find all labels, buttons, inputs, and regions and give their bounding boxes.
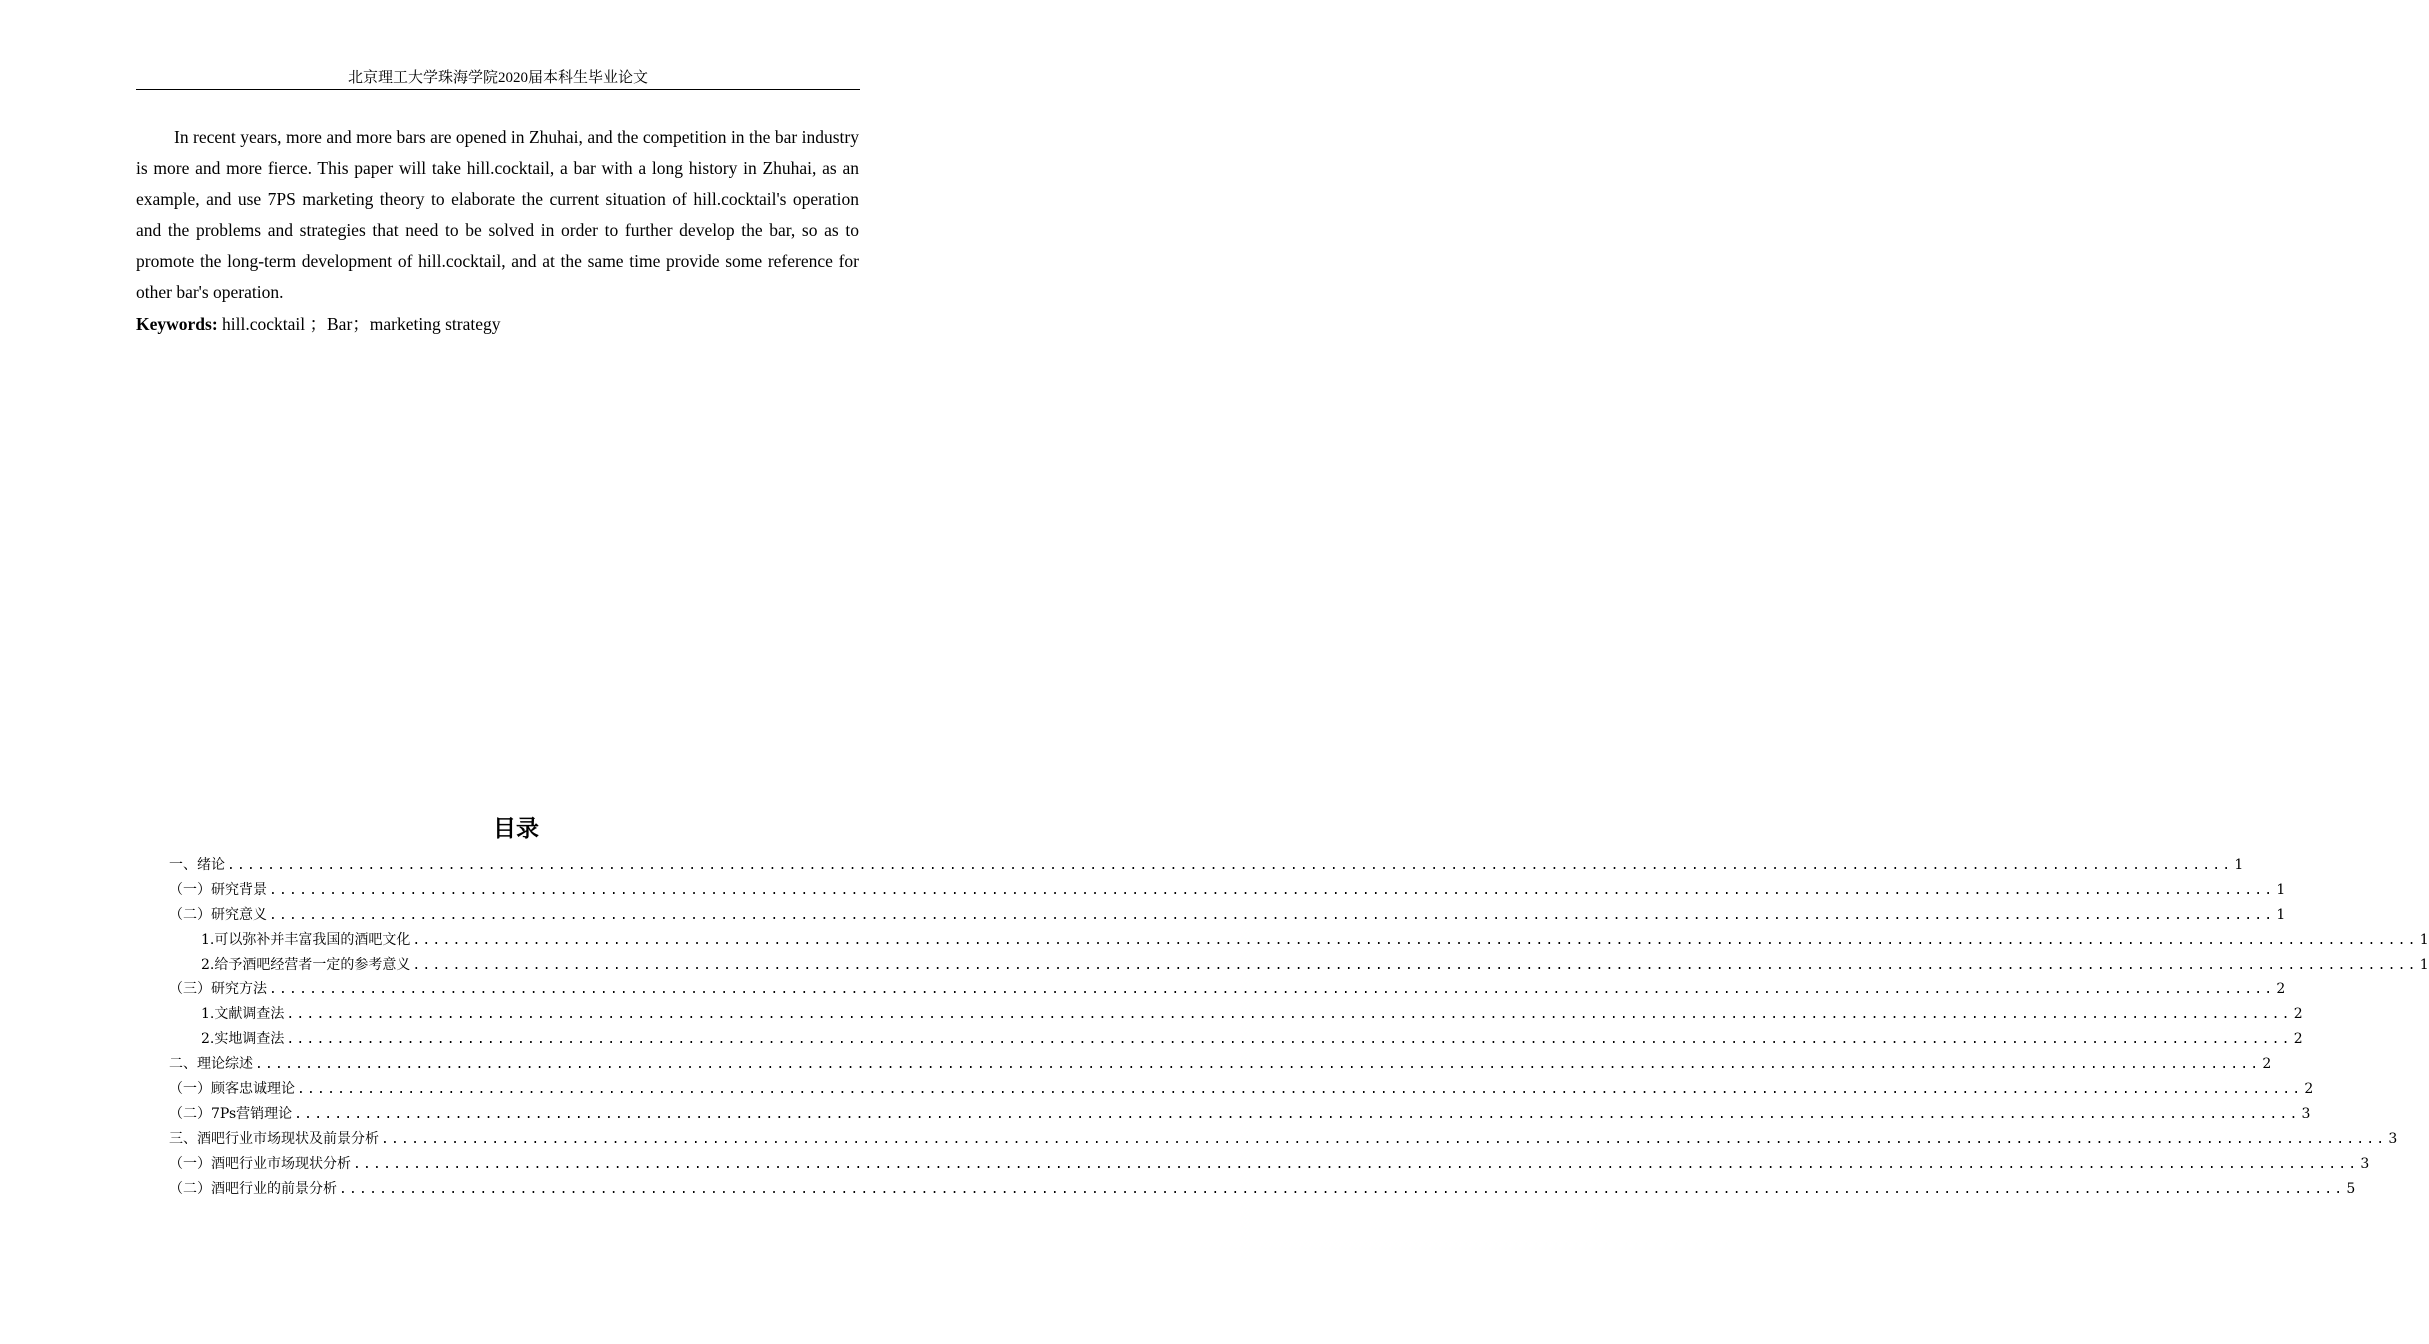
toc-entry[interactable]	[169, 1153, 2370, 1178]
page-header: 北京理工大学珠海学院2020届本科生毕业论文	[347, 70, 648, 86]
toc-entry-page: 1	[2234, 857, 2244, 873]
toc-entry-page: 3	[2301, 1105, 2311, 1122]
toc-entry-page: 5	[2346, 1180, 2356, 1197]
toc-entry-label: 二、理论综述	[169, 1056, 253, 1073]
toc-entry-page: 2	[2304, 1081, 2314, 1098]
keywords-value: hill.cocktail ；Bar；marketing strategy	[217, 314, 501, 334]
toc-entry-label: （三）研究方法	[169, 981, 267, 998]
toc-entry-label: （一）研究背景	[169, 881, 267, 898]
toc-entry[interactable]	[169, 1053, 2272, 1078]
header-divider	[136, 89, 860, 90]
toc-entry-page: 3	[2360, 1155, 2370, 1172]
toc-leader: ........................................................................................................................................................................................................	[269, 982, 2275, 998]
toc-leader: ........................................................................................................................................................................................................	[227, 858, 2233, 873]
toc-entry-label: 一、绪论	[169, 857, 225, 873]
toc-entry-page: 2	[2276, 981, 2286, 998]
toc-entry-label: 1.文献调查法	[201, 1006, 285, 1023]
toc-entry-page: 1	[2276, 906, 2286, 923]
toc-entry[interactable]	[169, 904, 2286, 929]
toc-entry-page: 3	[2388, 1130, 2398, 1147]
toc-entry-label: 2.实地调查法	[201, 1031, 285, 1048]
toc-entry-label: （二）研究意义	[169, 906, 267, 923]
toc-entry-page: 2	[2293, 1006, 2303, 1023]
toc-leader: ........................................................................................................................................................................................................	[286, 1007, 2292, 1023]
toc-entry[interactable]	[169, 854, 2244, 879]
toc-leader: ........................................................................................................................................................................................................	[297, 1082, 2303, 1098]
toc-leader: ........................................................................................................................................................................................................	[339, 1181, 2345, 1197]
keywords-label: Keywords:	[136, 314, 218, 334]
toc-entry[interactable]	[169, 1003, 2303, 1028]
toc-entry-page: 1	[2276, 881, 2286, 898]
toc-title: 目录	[493, 816, 539, 842]
toc-entry[interactable]	[169, 1128, 2398, 1153]
toc-entry-label: （二）7Ps营销理论	[169, 1105, 293, 1122]
toc-leader: ........................................................................................................................................................................................................	[294, 1106, 2300, 1122]
toc-entry[interactable]	[169, 1028, 2303, 1053]
toc-leader: ........................................................................................................................................................................................................	[255, 1057, 2261, 1073]
toc-entry[interactable]	[169, 1078, 2314, 1103]
toc-entry-label: （一）顾客忠诚理论	[169, 1081, 295, 1098]
toc-entry-page: 1	[2419, 931, 2429, 948]
toc-leader: ........................................................................................................................................................................................................	[381, 1131, 2387, 1147]
keywords-line	[136, 309, 859, 340]
abstract-paragraph: In recent years, more and more bars are opened in Zhuhai, and the competition in the bar industry is more and more fierce. This paper will take hill.cocktail, a bar with a long history in Zhuhai, as an example, and use 7PS marketing theory to elaborate the current situation of hill.cocktail's operation and the problems and strategies that need to be solved in order to further develop the bar, so as to promote the long-term development of hill.cocktail, and at the same time provide some reference for other bar's operation.	[136, 127, 859, 302]
toc-entry-label: 三、酒吧行业市场现状及前景分析	[169, 1130, 379, 1147]
toc-leader: ........................................................................................................................................................................................................	[269, 907, 2275, 923]
toc-leader: ........................................................................................................................................................................................................	[412, 932, 2418, 948]
toc-leader: ........................................................................................................................................................................................................	[286, 1032, 2292, 1048]
toc-entry-page: 1	[2419, 956, 2429, 973]
toc-entry[interactable]	[169, 978, 2286, 1003]
toc-entry[interactable]	[169, 1178, 2356, 1203]
toc-leader: ........................................................................................................................................................................................................	[269, 882, 2275, 898]
toc-entry-label: 1.可以弥补并丰富我国的酒吧文化	[201, 931, 411, 948]
toc-entry[interactable]	[169, 929, 2429, 954]
toc-leader: ........................................................................................................................................................................................................	[412, 957, 2418, 973]
toc-entry[interactable]	[169, 1103, 2311, 1128]
toc-entry-label: （一）酒吧行业市场现状分析	[169, 1155, 351, 1172]
toc-entry-label: （二）酒吧行业的前景分析	[169, 1180, 337, 1197]
toc-entry[interactable]	[169, 879, 2286, 904]
toc-entry-page: 2	[2262, 1056, 2272, 1073]
toc-entry[interactable]	[169, 954, 2429, 979]
toc-leader: ........................................................................................................................................................................................................	[353, 1156, 2359, 1172]
toc-entry-page: 2	[2293, 1031, 2303, 1048]
toc-entry-label: 2.给予酒吧经营者一定的参考意义	[201, 956, 411, 973]
table-of-contents	[169, 854, 2429, 1202]
